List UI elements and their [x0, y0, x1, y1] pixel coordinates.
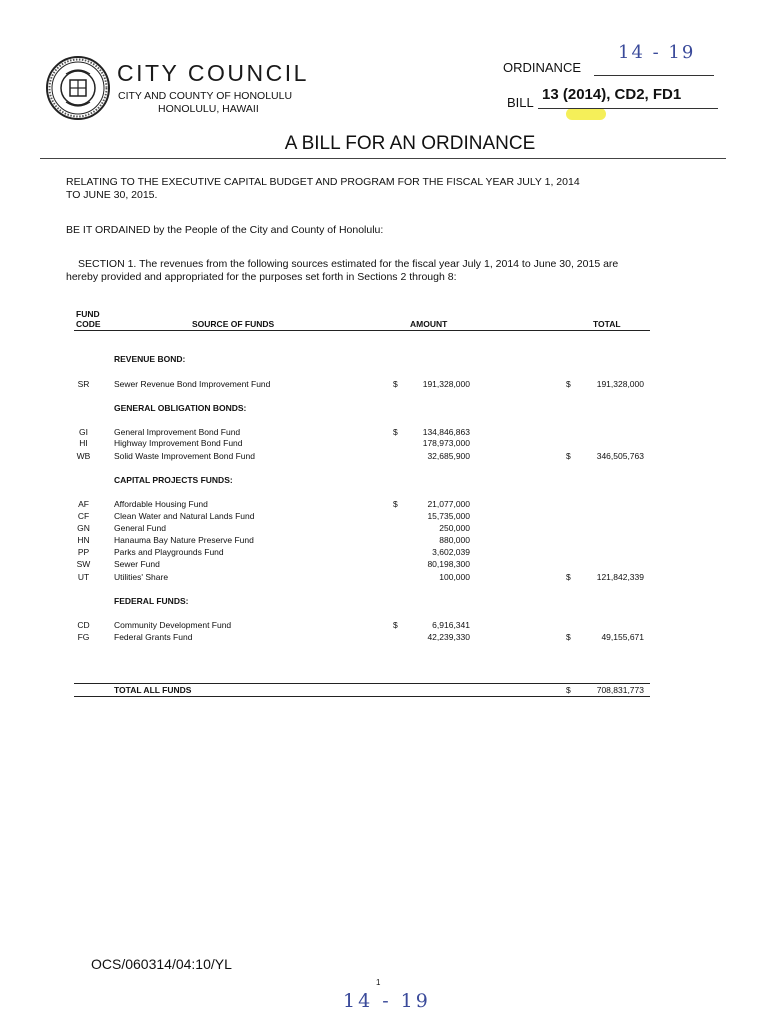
- dollar-sign: $: [566, 632, 571, 642]
- fund-source: Clean Water and Natural Lands Fund: [114, 511, 255, 521]
- dollar-sign: $: [566, 379, 571, 389]
- council-subtitle-location: HONOLULU, HAWAII: [158, 103, 259, 115]
- fund-code: UT: [77, 572, 90, 582]
- dollar-sign: $: [566, 685, 571, 695]
- fund-code: WB: [76, 451, 91, 461]
- section-total: 49,155,671: [601, 632, 644, 642]
- dollar-sign: $: [393, 620, 398, 630]
- fund-source: Utilities' Share: [114, 572, 169, 582]
- fund-amount: 3,602,039: [432, 547, 470, 557]
- council-subtitle-city: CITY AND COUNTY OF HONOLULU: [118, 90, 293, 102]
- section-total: 191,328,000: [596, 379, 644, 389]
- enactment-clause: BE IT ORDAINED by the People of the City and County of Honolulu:: [66, 224, 384, 236]
- fund-code: GN: [77, 523, 90, 533]
- bill-number: 13 (2014), CD2, FD1: [542, 86, 682, 103]
- fund-source: Solid Waste Improvement Bond Fund: [114, 451, 255, 461]
- fund-source: Sewer Fund: [114, 559, 160, 569]
- fund-amount: 21,077,000: [427, 499, 470, 509]
- handwritten-ordinance-number: 14 - 19: [343, 990, 431, 1012]
- fund-code: SW: [76, 559, 91, 569]
- page-number: 1: [376, 978, 381, 987]
- dollar-sign: $: [393, 427, 398, 437]
- fund-code: AF: [78, 499, 89, 509]
- section-1-text: SECTION 1. The revenues from the following sources estimated for the fiscal year July 1, 2014 to June 30, 2015 are hereby provided and appropriated for the purposes set forth in Sections 2 through 8:: [66, 258, 619, 283]
- fund-amount: 42,239,330: [427, 632, 470, 642]
- grand-total-bottom-rule: [74, 696, 650, 697]
- dollar-sign: $: [393, 499, 398, 509]
- grand-total-value: 708,831,773: [596, 685, 644, 695]
- header-fund: FUND: [76, 309, 100, 319]
- dollar-sign: $: [393, 379, 398, 389]
- grand-total-top-rule: [74, 683, 650, 684]
- section-revenue-bond: REVENUE BOND:: [114, 354, 186, 364]
- section-total: 346,505,763: [596, 451, 644, 461]
- fund-source: Sewer Revenue Bond Improvement Fund: [114, 379, 271, 389]
- highlight-mark: [566, 108, 606, 120]
- header-source: SOURCE OF FUNDS: [192, 319, 275, 329]
- title-rule: [40, 158, 726, 159]
- dollar-sign: $: [566, 572, 571, 582]
- fund-source: Federal Grants Fund: [114, 632, 193, 642]
- section-capital-projects-funds: CAPITAL PROJECTS FUNDS:: [114, 475, 233, 485]
- section-total: 121,842,339: [596, 572, 644, 582]
- fund-amount: 15,735,000: [427, 511, 470, 521]
- fund-source: Affordable Housing Fund: [114, 499, 208, 509]
- fund-amount: 250,000: [439, 523, 470, 533]
- bill-underline: [538, 108, 718, 109]
- fund-source: Parks and Playgrounds Fund: [114, 547, 224, 557]
- fund-amount: 80,198,300: [427, 559, 470, 569]
- header-code: CODE: [76, 319, 101, 329]
- document-title: A BILL FOR AN ORDINANCE: [284, 133, 536, 154]
- fund-amount: 880,000: [439, 535, 470, 545]
- fund-amount: 6,916,341: [432, 620, 470, 630]
- dollar-sign: $: [566, 451, 571, 461]
- fund-source: General Improvement Bond Fund: [114, 427, 241, 437]
- fund-code: PP: [77, 547, 90, 557]
- header-total: TOTAL: [593, 319, 621, 329]
- fund-amount: 32,685,900: [427, 451, 470, 461]
- fund-source: Hanauma Bay Nature Preserve Fund: [114, 535, 254, 545]
- fund-code: HI: [79, 438, 88, 448]
- grand-total-label: TOTAL ALL FUNDS: [114, 685, 192, 695]
- fund-code: GI: [79, 427, 88, 437]
- fund-code: FG: [77, 632, 90, 642]
- council-title: CITY COUNCIL: [117, 60, 309, 86]
- city-seal-icon: [46, 56, 110, 120]
- fund-amount: 191,328,000: [422, 379, 470, 389]
- fund-code: CF: [77, 511, 90, 521]
- relating-clause: RELATING TO THE EXECUTIVE CAPITAL BUDGET AND PROGRAM FOR THE FISCAL YEAR JULY 1, 2014 TO JUNE 30, 2015.: [66, 176, 580, 201]
- ordinance-number: 14 - 19: [618, 42, 696, 63]
- fund-source: General Fund: [114, 523, 166, 533]
- header-amount: AMOUNT: [410, 319, 448, 329]
- fund-source: Community Development Fund: [114, 620, 232, 630]
- fund-code: CD: [77, 620, 90, 630]
- fund-code: SR: [77, 379, 90, 389]
- fund-amount: 178,973,000: [422, 438, 470, 448]
- section-general-obligation-bonds: GENERAL OBLIGATION BONDS:: [114, 403, 247, 413]
- fund-source: Highway Improvement Bond Fund: [114, 438, 243, 448]
- bill-label: BILL: [507, 95, 534, 110]
- table-header-rule: [74, 330, 650, 331]
- fund-amount: 100,000: [439, 572, 470, 582]
- ordinance-underline: [594, 75, 714, 76]
- document-code: OCS/060314/04:10/YL: [91, 956, 232, 972]
- fund-code: HN: [77, 535, 90, 545]
- ordinance-label: ORDINANCE: [503, 60, 582, 75]
- fund-amount: 134,846,863: [422, 427, 470, 437]
- section-federal-funds: FEDERAL FUNDS:: [114, 596, 189, 606]
